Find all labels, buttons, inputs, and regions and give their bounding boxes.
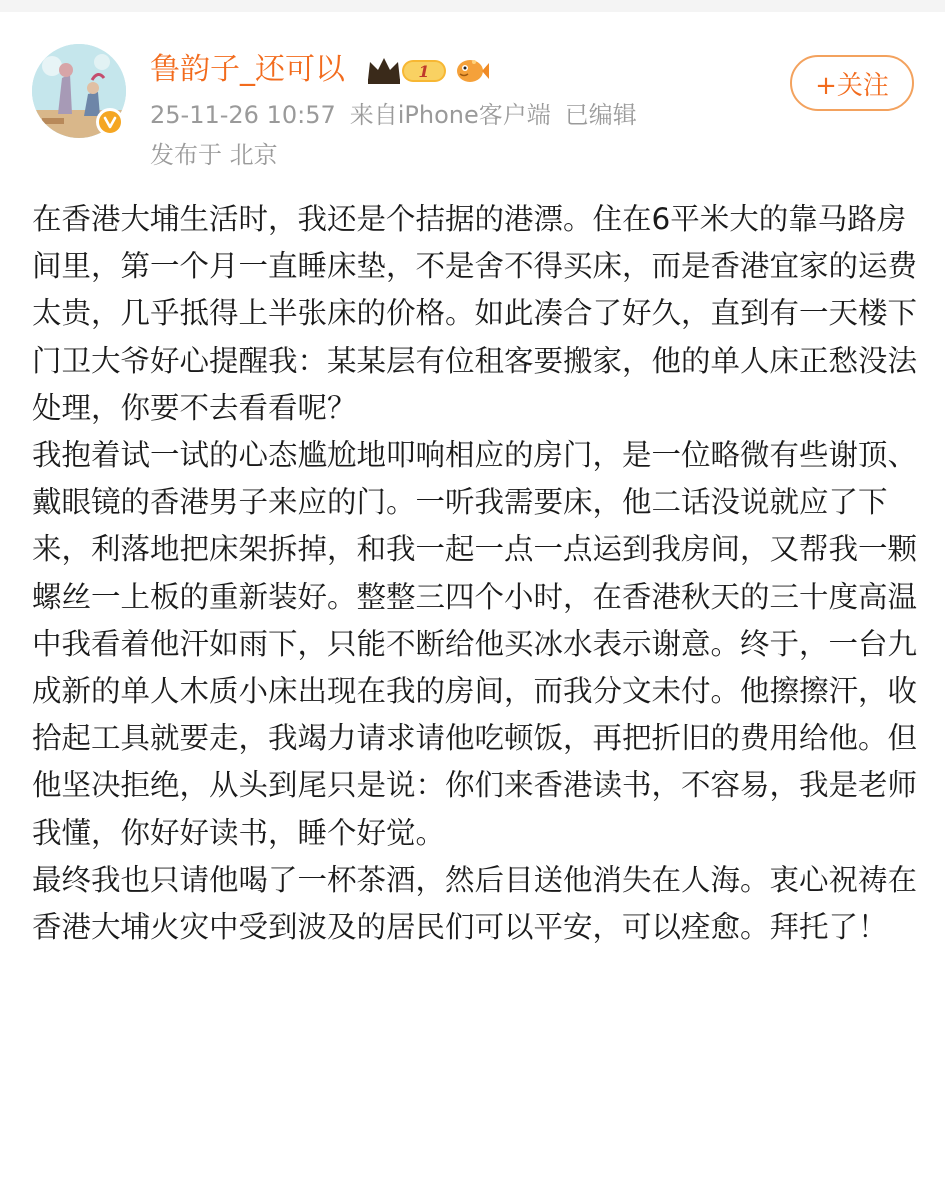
fish-icon [454, 54, 490, 86]
post-meta [150, 98, 651, 132]
post-timestamp: 25-11-26 10:57 [150, 101, 336, 129]
edited-label[interactable]: 已编辑 [564, 101, 637, 129]
post-paragraph: 在香港大埔生活时，我还是个拮据的港漂。住在6平米大的靠马路房间里，第一个月一直睡床垫，不是舍不得买床，而是香港宜家的运费太贵，几乎抵得上半张床的价格。如此凑合了好久，直到有一天楼下门卫大爷好心提醒我：某某层有位租客要搬家，他的单人床正愁没法处理，你要不去看看呢？ [32, 202, 918, 425]
post-source[interactable]: 来自iPhone客户端 [349, 101, 551, 129]
author-name[interactable]: 鲁韵子_还可以 [150, 52, 345, 87]
crown-vip-icon [366, 54, 450, 86]
post-body [32, 196, 920, 951]
top-divider [0, 0, 945, 12]
verified-badge-icon [96, 108, 124, 136]
vip-level: 1 [418, 62, 430, 81]
post-paragraph: 最终我也只请他喝了一杯茶酒，然后目送他消失在人海。衷心祝祷在香港大埔火灾中受到波及的居民们可以平安，可以痊愈。拜托了！ [32, 862, 918, 945]
post-paragraph: 我抱着试一试的心态尴尬地叩响相应的房门，是一位略微有些谢顶、戴眼镜的香港男子来应的门。一听我需要床，他二话没说就应了下来，利落地把床架拆掉，和我一起一点一点运到我房间，又帮我一颗螺丝一上板的重新装好。整整三四个小时，在香港秋天的三十度高温中我看着他汗如雨下，只能不断给他买冰水表示谢意。终于，一台九成新的单人木质小床出现在我的房间，而我分文未付。他擦擦汗，收拾起工具就要走，我竭力请求请他吃顿饭，再把折旧的费用给他。但他坚决拒绝，从头到尾只是说：你们来香港读书，不容易，我是老师我懂，你好好读书，睡个好觉。 [32, 438, 918, 850]
follow-button[interactable]: +关注 [790, 55, 914, 111]
post-location: 发布于 北京 [150, 141, 278, 169]
vip-badge[interactable] [366, 54, 450, 86]
